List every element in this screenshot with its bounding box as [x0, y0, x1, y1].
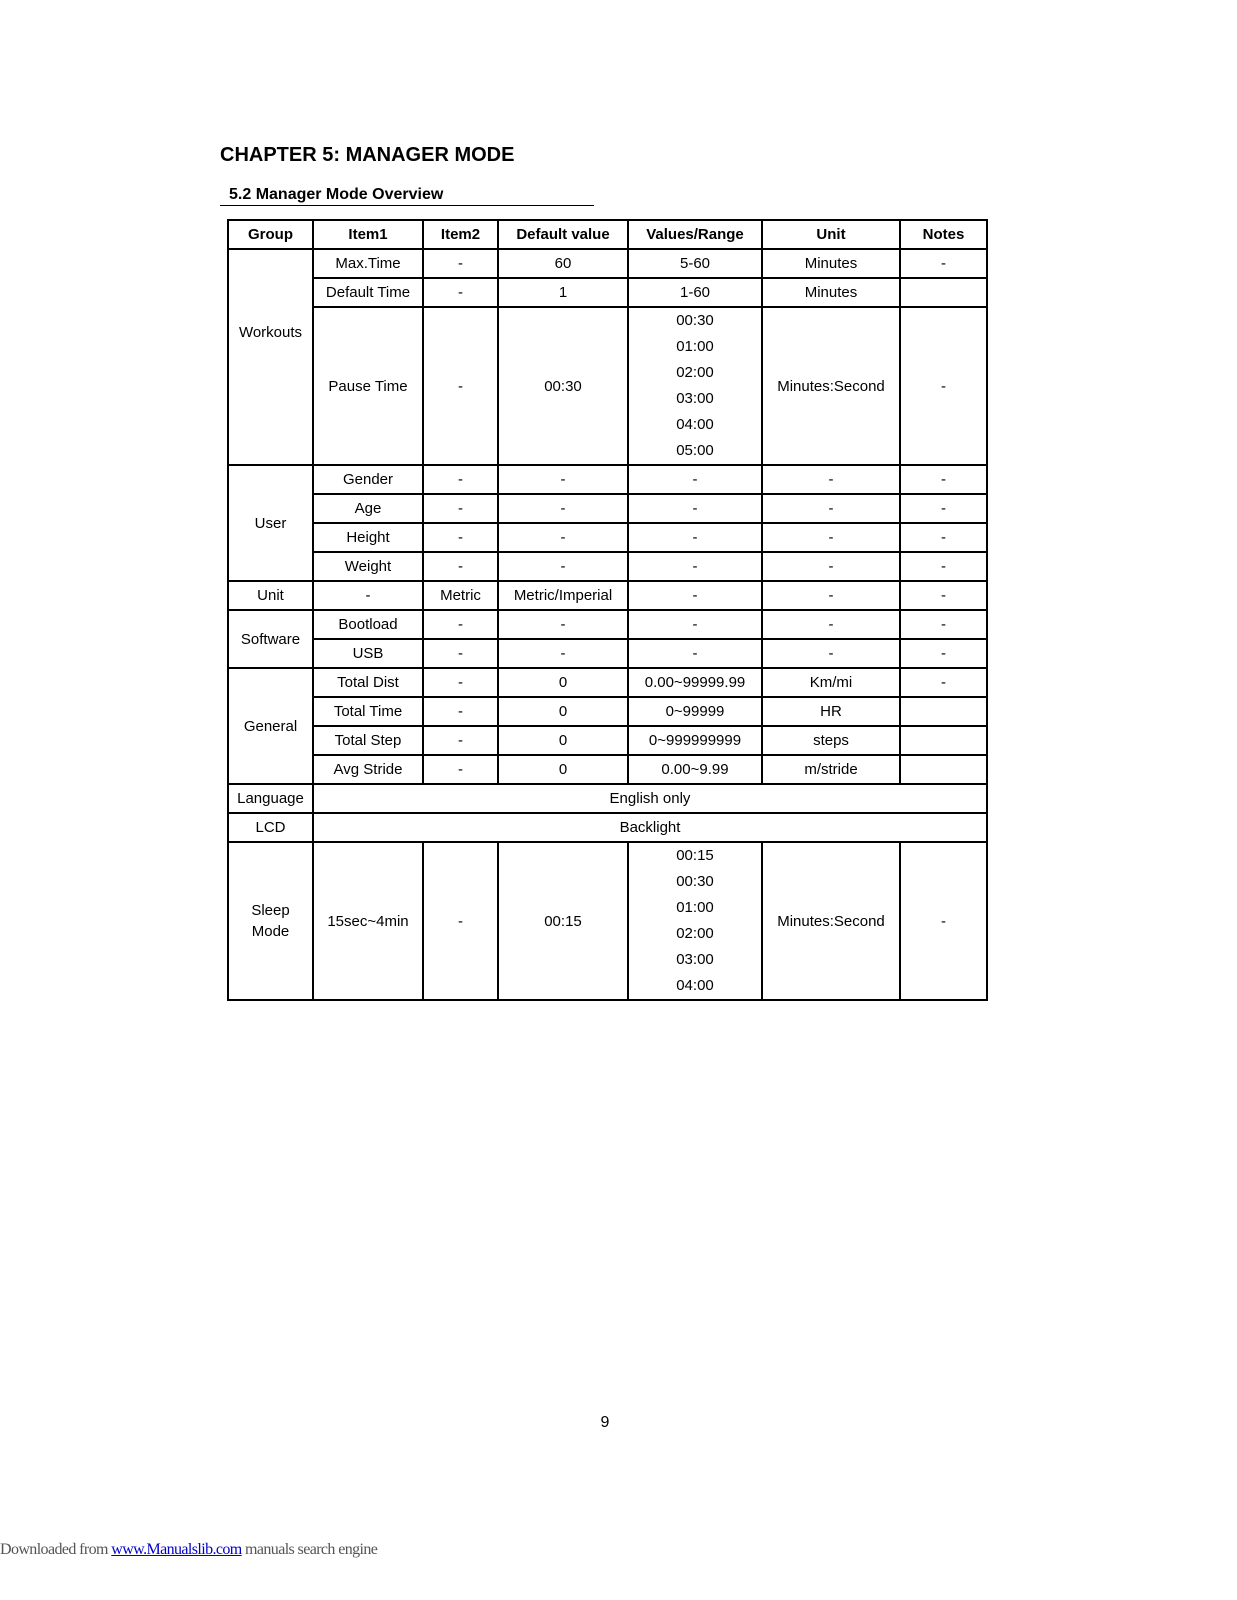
- table-cell: -: [423, 307, 498, 465]
- table-cell: -: [423, 842, 498, 1000]
- table-cell: Height: [313, 523, 423, 552]
- table-cell: Age: [313, 494, 423, 523]
- table-row: [228, 784, 987, 813]
- value-option: 02:00: [676, 925, 714, 942]
- table-cell: Minutes:Second: [762, 307, 900, 465]
- table-cell: -: [498, 523, 628, 552]
- download-footer: [0, 1541, 377, 1559]
- language-value: English only: [313, 784, 987, 813]
- table-cell: -: [900, 639, 987, 668]
- value-option: 03:00: [676, 390, 714, 407]
- table-row: [228, 697, 987, 726]
- table-cell: -: [498, 610, 628, 639]
- value-option: 01:00: [676, 338, 714, 355]
- table-cell: -: [423, 668, 498, 697]
- table-cell: 0~99999: [628, 697, 762, 726]
- value-option: 01:00: [676, 899, 714, 916]
- table-cell: -: [423, 610, 498, 639]
- table-cell: 5-60: [628, 249, 762, 278]
- table-row: [228, 726, 987, 755]
- table-cell: 00:30: [498, 307, 628, 465]
- table-cell: Total Dist: [313, 668, 423, 697]
- group-sleep-mode-line1: Sleep: [251, 902, 290, 919]
- table-cell: [900, 697, 987, 726]
- table-cell: -: [762, 610, 900, 639]
- group-user: User: [228, 465, 313, 581]
- section-heading: 5.2 Manager Mode Overview: [220, 184, 594, 206]
- header-unit: Unit: [762, 220, 900, 249]
- table-cell: -: [423, 639, 498, 668]
- table-cell: 15sec~4min: [313, 842, 423, 1000]
- table-cell: -: [423, 465, 498, 494]
- table-cell: -: [628, 610, 762, 639]
- manager-mode-table: [227, 219, 988, 1001]
- group-workouts: Workouts: [228, 249, 313, 465]
- table-cell: Total Step: [313, 726, 423, 755]
- table-cell: -: [900, 465, 987, 494]
- table-cell: -: [900, 552, 987, 581]
- value-option: 00:30: [676, 312, 714, 329]
- table-cell: -: [900, 307, 987, 465]
- table-cell: -: [900, 668, 987, 697]
- table-cell: Metric: [423, 581, 498, 610]
- manualslib-link[interactable]: www.Manualslib.com: [111, 1541, 242, 1558]
- header-item1: Item1: [313, 220, 423, 249]
- table-cell: 0~999999999: [628, 726, 762, 755]
- value-option: 04:00: [676, 977, 714, 994]
- table-cell: steps: [762, 726, 900, 755]
- table-cell: -: [900, 842, 987, 1000]
- table-row: [228, 581, 987, 610]
- header-values-range: Values/Range: [628, 220, 762, 249]
- table-cell: -: [762, 581, 900, 610]
- table-cell: -: [423, 249, 498, 278]
- table-cell: -: [628, 465, 762, 494]
- group-language: Language: [228, 784, 313, 813]
- table-cell: -: [498, 639, 628, 668]
- table-cell: 1: [498, 278, 628, 307]
- table-cell: Bootload: [313, 610, 423, 639]
- group-sleep-mode-line2: Mode: [251, 923, 290, 940]
- table-cell: -: [423, 697, 498, 726]
- table-cell: Km/mi: [762, 668, 900, 697]
- table-cell: -: [423, 755, 498, 784]
- table-cell: -: [498, 465, 628, 494]
- table-row: [228, 465, 987, 494]
- table-cell: [900, 755, 987, 784]
- value-option: 03:00: [676, 951, 714, 968]
- value-option: 04:00: [676, 416, 714, 433]
- table-cell: 60: [498, 249, 628, 278]
- table-cell: 00:15: [498, 842, 628, 1000]
- table-cell: -: [628, 639, 762, 668]
- table-cell: Metric/Imperial: [498, 581, 628, 610]
- table-cell: -: [423, 726, 498, 755]
- table-row: [228, 552, 987, 581]
- table-cell: 0: [498, 755, 628, 784]
- header-group: Group: [228, 220, 313, 249]
- table-cell: -: [762, 523, 900, 552]
- footer-suffix: manuals search engine: [241, 1541, 378, 1558]
- table-cell: Avg Stride: [313, 755, 423, 784]
- group-sleep-mode: [228, 842, 313, 1000]
- table-cell: [900, 726, 987, 755]
- group-software: Software: [228, 610, 313, 668]
- group-general: General: [228, 668, 313, 784]
- table-cell: HR: [762, 697, 900, 726]
- table-row: [228, 842, 987, 1000]
- table-cell: -: [900, 523, 987, 552]
- table-cell: -: [498, 552, 628, 581]
- table-cell: Minutes:Second: [762, 842, 900, 1000]
- page-number: 9: [600, 1414, 610, 1431]
- table-row: [228, 494, 987, 523]
- table-cell: USB: [313, 639, 423, 668]
- table-cell: m/stride: [762, 755, 900, 784]
- table-cell: -: [900, 494, 987, 523]
- header-item2: Item2: [423, 220, 498, 249]
- table-row: [228, 668, 987, 697]
- group-unit: Unit: [228, 581, 313, 610]
- table-cell: -: [628, 552, 762, 581]
- header-notes: Notes: [900, 220, 987, 249]
- pause-time-values: [628, 307, 762, 465]
- table-row: [228, 249, 987, 278]
- table-cell: Weight: [313, 552, 423, 581]
- value-option: 00:15: [676, 847, 714, 864]
- table-cell: -: [900, 249, 987, 278]
- table-cell: -: [628, 494, 762, 523]
- table-cell: 0: [498, 668, 628, 697]
- table-cell: -: [628, 581, 762, 610]
- table-cell: -: [313, 581, 423, 610]
- value-option: 02:00: [676, 364, 714, 381]
- table-cell: 0: [498, 726, 628, 755]
- table-cell: -: [762, 552, 900, 581]
- lcd-value: Backlight: [313, 813, 987, 842]
- value-option: 05:00: [676, 442, 714, 459]
- table-row: [228, 610, 987, 639]
- sleep-mode-values: [628, 842, 762, 1000]
- table-cell: -: [900, 610, 987, 639]
- table-cell: 0.00~99999.99: [628, 668, 762, 697]
- table-cell: -: [762, 465, 900, 494]
- table-row: [228, 639, 987, 668]
- table-row: [228, 523, 987, 552]
- table-row: [228, 278, 987, 307]
- table-row: [228, 755, 987, 784]
- chapter-title: CHAPTER 5: MANAGER MODE: [220, 144, 515, 166]
- table-row: [228, 307, 987, 465]
- table-cell: [900, 278, 987, 307]
- table-cell: Minutes: [762, 249, 900, 278]
- group-lcd: LCD: [228, 813, 313, 842]
- table-cell: -: [762, 494, 900, 523]
- table-cell: -: [498, 494, 628, 523]
- table-cell: -: [900, 581, 987, 610]
- table-cell: 0.00~9.99: [628, 755, 762, 784]
- table-cell: Minutes: [762, 278, 900, 307]
- table-header-row: [228, 220, 987, 249]
- value-option: 00:30: [676, 873, 714, 890]
- table-cell: -: [423, 278, 498, 307]
- table-cell: -: [423, 494, 498, 523]
- table-cell: Total Time: [313, 697, 423, 726]
- table-cell: Pause Time: [313, 307, 423, 465]
- table-cell: -: [423, 552, 498, 581]
- table-cell: Gender: [313, 465, 423, 494]
- table-cell: -: [628, 523, 762, 552]
- header-default-value: Default value: [498, 220, 628, 249]
- table-row: [228, 813, 987, 842]
- table-cell: 1-60: [628, 278, 762, 307]
- table-cell: -: [762, 639, 900, 668]
- table-cell: Max.Time: [313, 249, 423, 278]
- table-cell: -: [423, 523, 498, 552]
- footer-prefix: Downloaded from: [0, 1541, 112, 1558]
- table-cell: 0: [498, 697, 628, 726]
- table-cell: Default Time: [313, 278, 423, 307]
